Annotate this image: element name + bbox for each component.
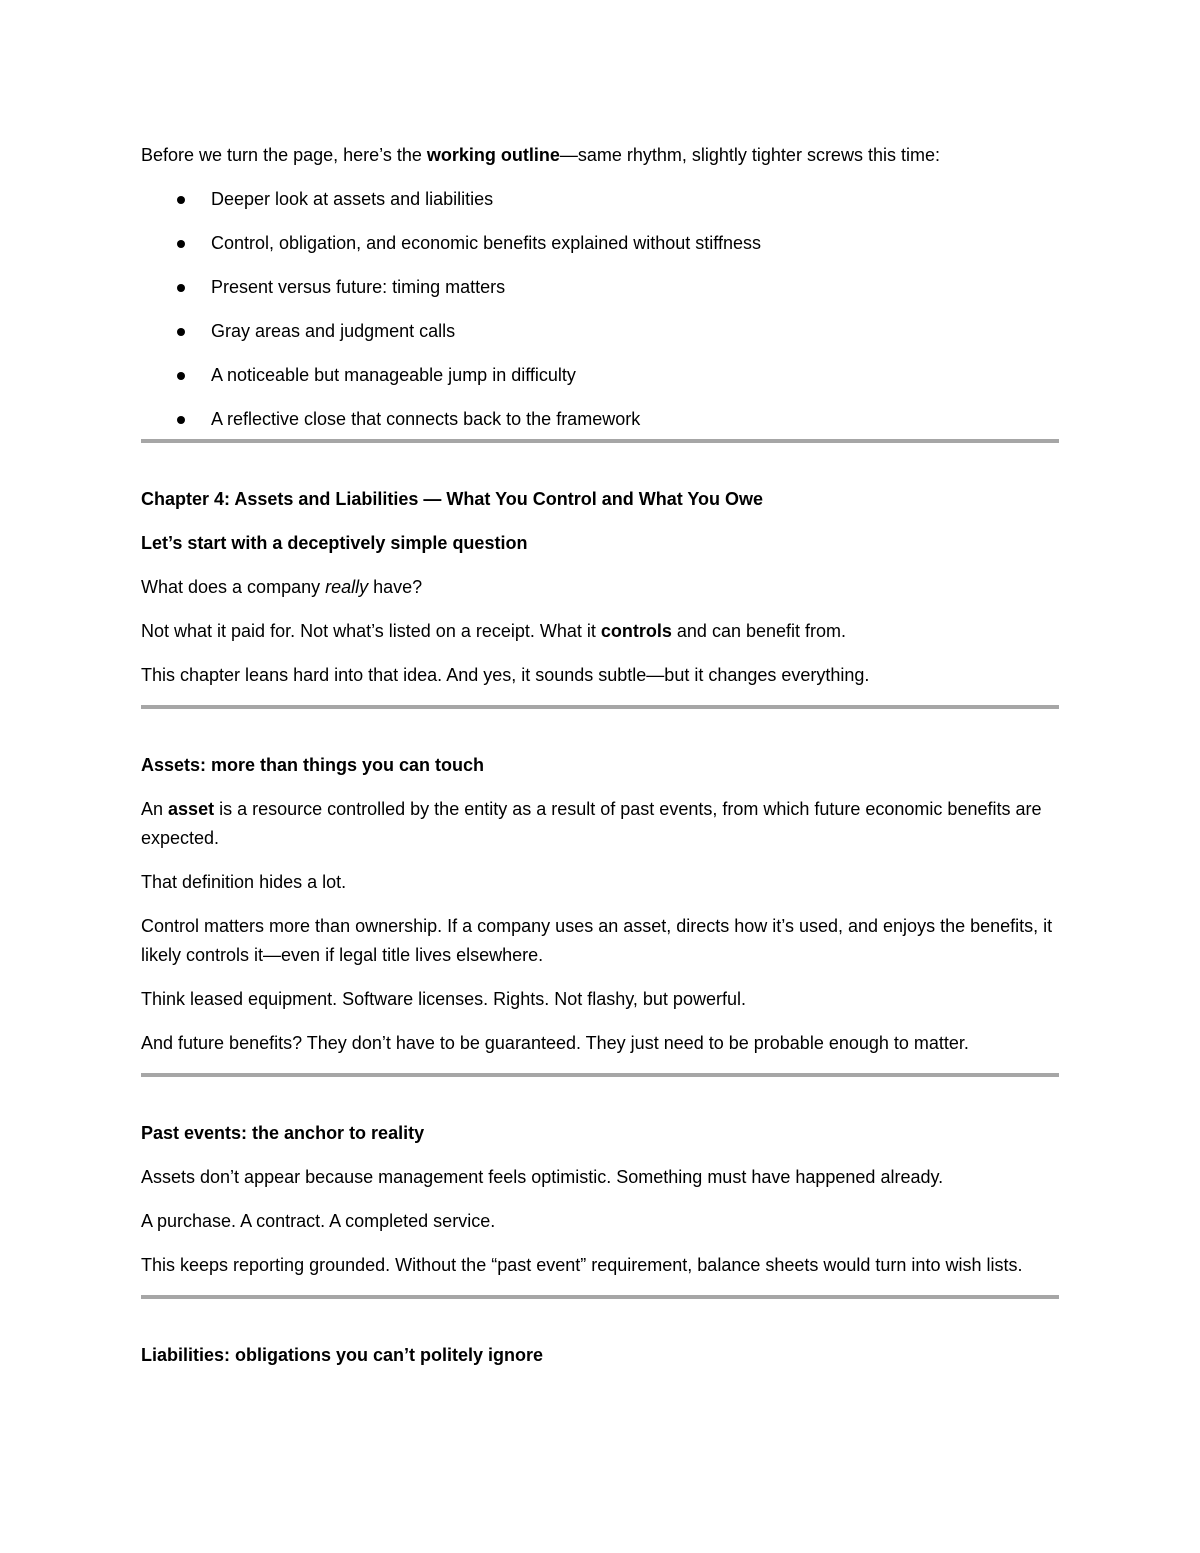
assets-paragraph: That definition hides a lot. <box>141 872 347 892</box>
outline-list <box>141 185 1059 434</box>
intro-paragraph <box>141 141 1059 170</box>
bold-asset: asset <box>168 799 215 819</box>
controls-paragraph: Not what it paid for. Not what’s listed on a receipt. What it controls and can benefit from. <box>141 621 847 641</box>
liabilities-heading: Liabilities: obligations you can’t politely ignore <box>141 1345 544 1365</box>
document-page <box>141 141 1059 1385</box>
section-divider <box>141 1073 1059 1077</box>
list-item: A reflective close that connects back to the framework <box>141 405 1059 434</box>
list-item: Control, obligation, and economic benefits explained without stiffness <box>141 229 1059 258</box>
chapter-title: Chapter 4: Assets and Liabilities — What You Control and What You Owe <box>141 489 764 509</box>
list-item: A noticeable but manageable jump in difficulty <box>141 361 1059 390</box>
emphasis-really: really <box>325 577 369 597</box>
section-divider <box>141 1295 1059 1299</box>
bullet-icon <box>177 284 185 292</box>
intro-text-end: —same rhythm, slightly tighter screws this time: <box>559 145 940 165</box>
past-events-paragraph: Assets don’t appear because management feels optimistic. Something must have happened already. <box>141 1167 944 1187</box>
bullet-icon <box>177 328 185 336</box>
past-events-paragraph: This keeps reporting grounded. Without the “past event” requirement, balance sheets would turn into wish lists. <box>141 1255 1023 1275</box>
question-paragraph: What does a company really have? <box>141 577 423 597</box>
past-events-heading: Past events: the anchor to reality <box>141 1123 425 1143</box>
bullet-icon <box>177 372 185 380</box>
bold-controls: controls <box>600 621 672 641</box>
bullet-icon <box>177 240 185 248</box>
chapter-paragraph: This chapter leans hard into that idea. And yes, it sounds subtle—but it changes everything. <box>141 665 870 685</box>
chapter-subtitle: Let’s start with a deceptively simple question <box>141 533 528 553</box>
assets-paragraph: Control matters more than ownership. If a company uses an asset, directs how it’s used, and enjoys the benefits, it likely controls it—even if legal title lives elsewhere. <box>141 916 1053 965</box>
section-divider <box>141 439 1059 443</box>
list-item: Gray areas and judgment calls <box>141 317 1059 346</box>
intro-text: Before we turn the page, here’s the <box>141 145 427 165</box>
section-divider <box>141 705 1059 709</box>
list-item: Present versus future: timing matters <box>141 273 1059 302</box>
past-events-paragraph: A purchase. A contract. A completed service. <box>141 1211 496 1231</box>
assets-heading: Assets: more than things you can touch <box>141 755 485 775</box>
list-item: Deeper look at assets and liabilities <box>141 185 1059 214</box>
assets-paragraph: And future benefits? They don’t have to be guaranteed. They just need to be probable enough to matter. <box>141 1033 969 1053</box>
intro-bold-phrase: working outline <box>426 145 560 165</box>
asset-definition: An asset is a resource controlled by the entity as a result of past events, from which future economic benefits are expected. <box>141 799 1042 848</box>
bullet-icon <box>177 196 185 204</box>
assets-paragraph: Think leased equipment. Software licenses. Rights. Not flashy, but powerful. <box>141 989 746 1009</box>
bullet-icon <box>177 416 185 424</box>
